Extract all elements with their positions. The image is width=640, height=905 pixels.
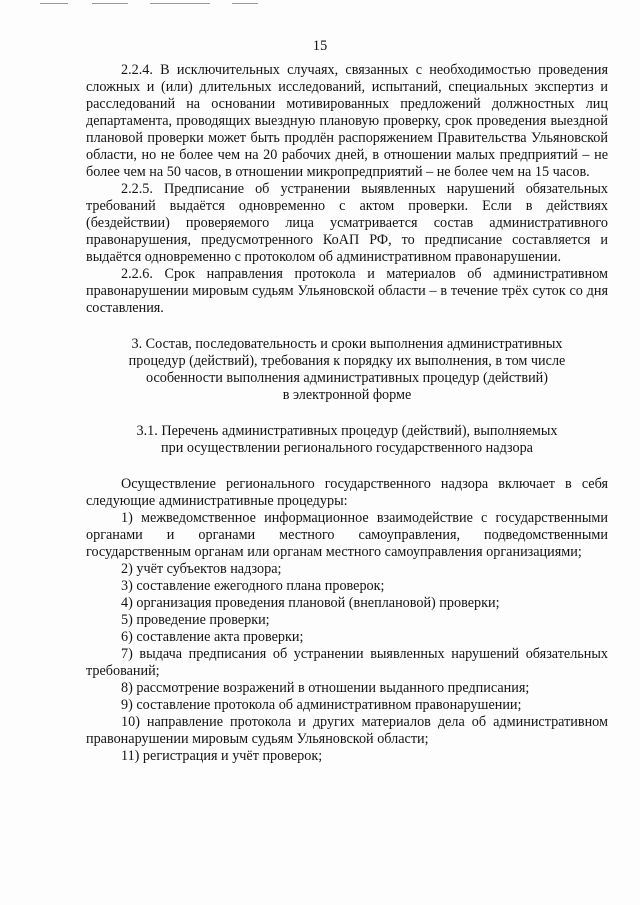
section-3-heading-line: особенности выполнения административных процедур (действий) — [146, 370, 548, 386]
scan-artifact — [40, 3, 68, 4]
list-item: 5) проведение проверки; — [121, 612, 270, 628]
list-item: 8) рассмотрение возражений в отношении выданного предписания; — [121, 680, 530, 696]
list-item: 9) составление протокола об административном правонарушении; — [121, 697, 522, 713]
list-item: 6) составление акта проверки; — [121, 629, 304, 645]
paragraph-2-2-6: 2.2.6. Срок направления протокола и материалов об административном правонарушении мировым судьям Ульяновской области – в течение трёх суток со дня составления. — [86, 266, 608, 316]
subsection-3-1-heading — [86, 423, 608, 457]
scan-artifact — [232, 3, 258, 4]
list-item: 2) учёт субъектов надзора; — [121, 561, 282, 577]
page-number: 15 — [312, 38, 328, 54]
section-3-heading — [86, 336, 608, 404]
list-item: 10) направление протокола и других материалов дела об административном правонарушении мировым судьям Ульяновской области; — [86, 714, 608, 747]
document-body — [86, 62, 608, 765]
procedures-list — [86, 510, 608, 765]
section-3-heading-line: в электронной форме — [282, 387, 412, 403]
list-item: 7) выдача предписания об устранении выявленных нарушений обязательных требований; — [86, 646, 608, 679]
subsection-3-1-heading-line: при осуществлении регионального государственного надзора — [161, 440, 533, 456]
list-item: 4) организация проведения плановой (внеплановой) проверки; — [121, 595, 500, 611]
procedures-intro: Осуществление регионального государственного надзора включает в себя следующие административные процедуры: — [86, 476, 608, 509]
subsection-3-1-heading-line: 3.1. Перечень административных процедур (действий), выполняемых — [136, 423, 558, 439]
list-item: 1) межведомственное информационное взаимодействие с государственными органами и органами местного самоуправления, подведомственными государственным органам или органам местного самоуправления организациями; — [86, 510, 608, 560]
paragraph-2-2-4: 2.2.4. В исключительных случаях, связанных с необходимостью проведения сложных и (или) длительных исследований, испытаний, специальных экспертиз и расследований на основании мотивированных предложений должностных лиц департамента, проводящих выездную плановую проверку, срок проведения выездной плановой проверки может быть продлён распоряжением Правительства Ульяновской области, но не более чем на 20 рабочих дней, в отношении малых предприятий – не более чем на 50 часов, в отношении микропредприятий – не более чем на 15 часов. — [86, 62, 608, 180]
section-3-heading-line: 3. Состав, последовательность и сроки выполнения административных — [131, 336, 563, 352]
list-item: 3) составление ежегодного плана проверок; — [121, 578, 385, 594]
list-item: 11) регистрация и учёт проверок; — [121, 748, 323, 764]
scan-artifact — [150, 3, 210, 4]
scan-artifact — [92, 3, 128, 4]
paragraph-2-2-5: 2.2.5. Предписание об устранении выявленных нарушений обязательных требований выдаётся одновременно с актом проверки. Если в действиях (бездействии) проверяемого лица усматривается состав административного правонарушения, предусмотренного КоАП РФ, то предписание составляется и выдаётся одновременно с протоколом об административном правонарушении. — [86, 181, 608, 265]
section-3-heading-line: процедур (действий), требования к порядку их выполнения, в том числе — [128, 353, 566, 369]
